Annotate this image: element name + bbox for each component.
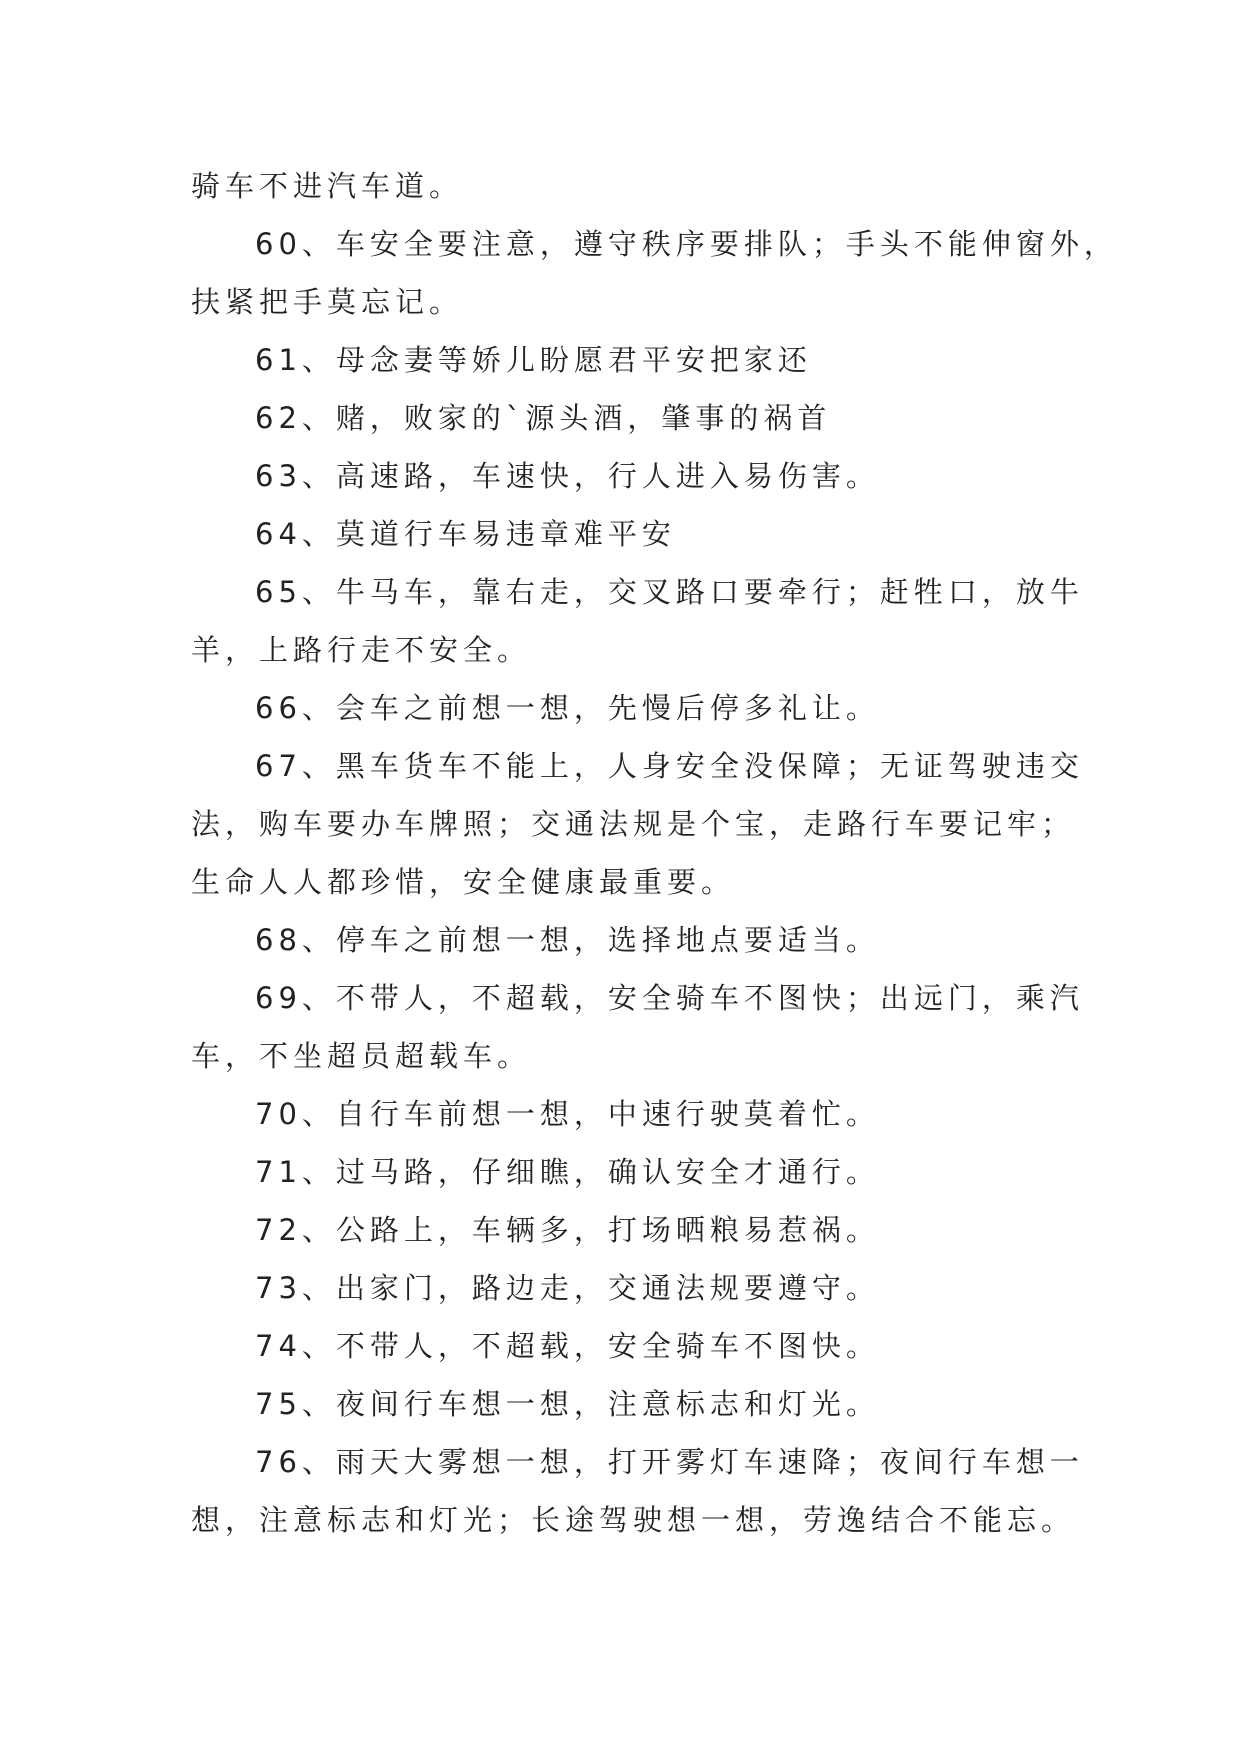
list-item-63: 63、高速路，车速快，行人进入易伤害。 xyxy=(255,459,880,493)
document-body xyxy=(191,157,1118,1549)
list-item-75: 75、夜间行车想一想，注意标志和灯光。 xyxy=(255,1387,880,1421)
list-item-73: 73、出家门，路边走，交通法规要遵守。 xyxy=(255,1271,880,1305)
text-line: 车，不坐超员超载车。 xyxy=(191,1039,532,1073)
list-item-68: 68、停车之前想一想，选择地点要适当。 xyxy=(255,923,880,957)
list-item-71: 71、过马路，仔细瞧，确认安全才通行。 xyxy=(255,1155,880,1189)
list-item-64: 64、莫道行车易违章难平安 xyxy=(255,517,676,551)
text-line: 生命人人都珍惜，安全健康最重要。 xyxy=(191,865,736,899)
text-line: 想，注意标志和灯光；长途驾驶想一想，劳逸结合不能忘。 xyxy=(191,1503,1076,1537)
list-item-74: 74、不带人，不超载，安全骑车不图快。 xyxy=(255,1329,880,1363)
text-line: 骑车不进汽车道。 xyxy=(191,169,464,203)
list-item-69: 69、不带人，不超载，安全骑车不图快；出远门，乘汽 xyxy=(255,981,1084,1015)
list-item-66: 66、会车之前想一想，先慢后停多礼让。 xyxy=(255,691,880,725)
text-line: 羊，上路行走不安全。 xyxy=(191,633,532,667)
list-item-62: 62、赌，败家的`源头酒，肇事的祸首 xyxy=(255,401,832,435)
list-item-61: 61、母念妻等娇儿盼愿君平安把家还 xyxy=(255,343,812,377)
list-item-72: 72、公路上，车辆多，打场晒粮易惹祸。 xyxy=(255,1213,880,1247)
list-item-60: 60、车安全要注意，遵守秩序要排队；手头不能伸窗外， xyxy=(255,227,1118,261)
text-line: 法，购车要办车牌照；交通法规是个宝，走路行车要记牢； xyxy=(191,807,1076,841)
list-item-65: 65、牛马车，靠右走，交叉路口要牵行；赶牲口，放牛 xyxy=(255,575,1084,609)
list-item-76: 76、雨天大雾想一想，打开雾灯车速降；夜间行车想一 xyxy=(255,1445,1084,1479)
text-line: 扶紧把手莫忘记。 xyxy=(191,285,464,319)
list-item-67: 67、黑车货车不能上，人身安全没保障；无证驾驶违交 xyxy=(255,749,1084,783)
list-item-70: 70、自行车前想一想，中速行驶莫着忙。 xyxy=(255,1097,880,1131)
